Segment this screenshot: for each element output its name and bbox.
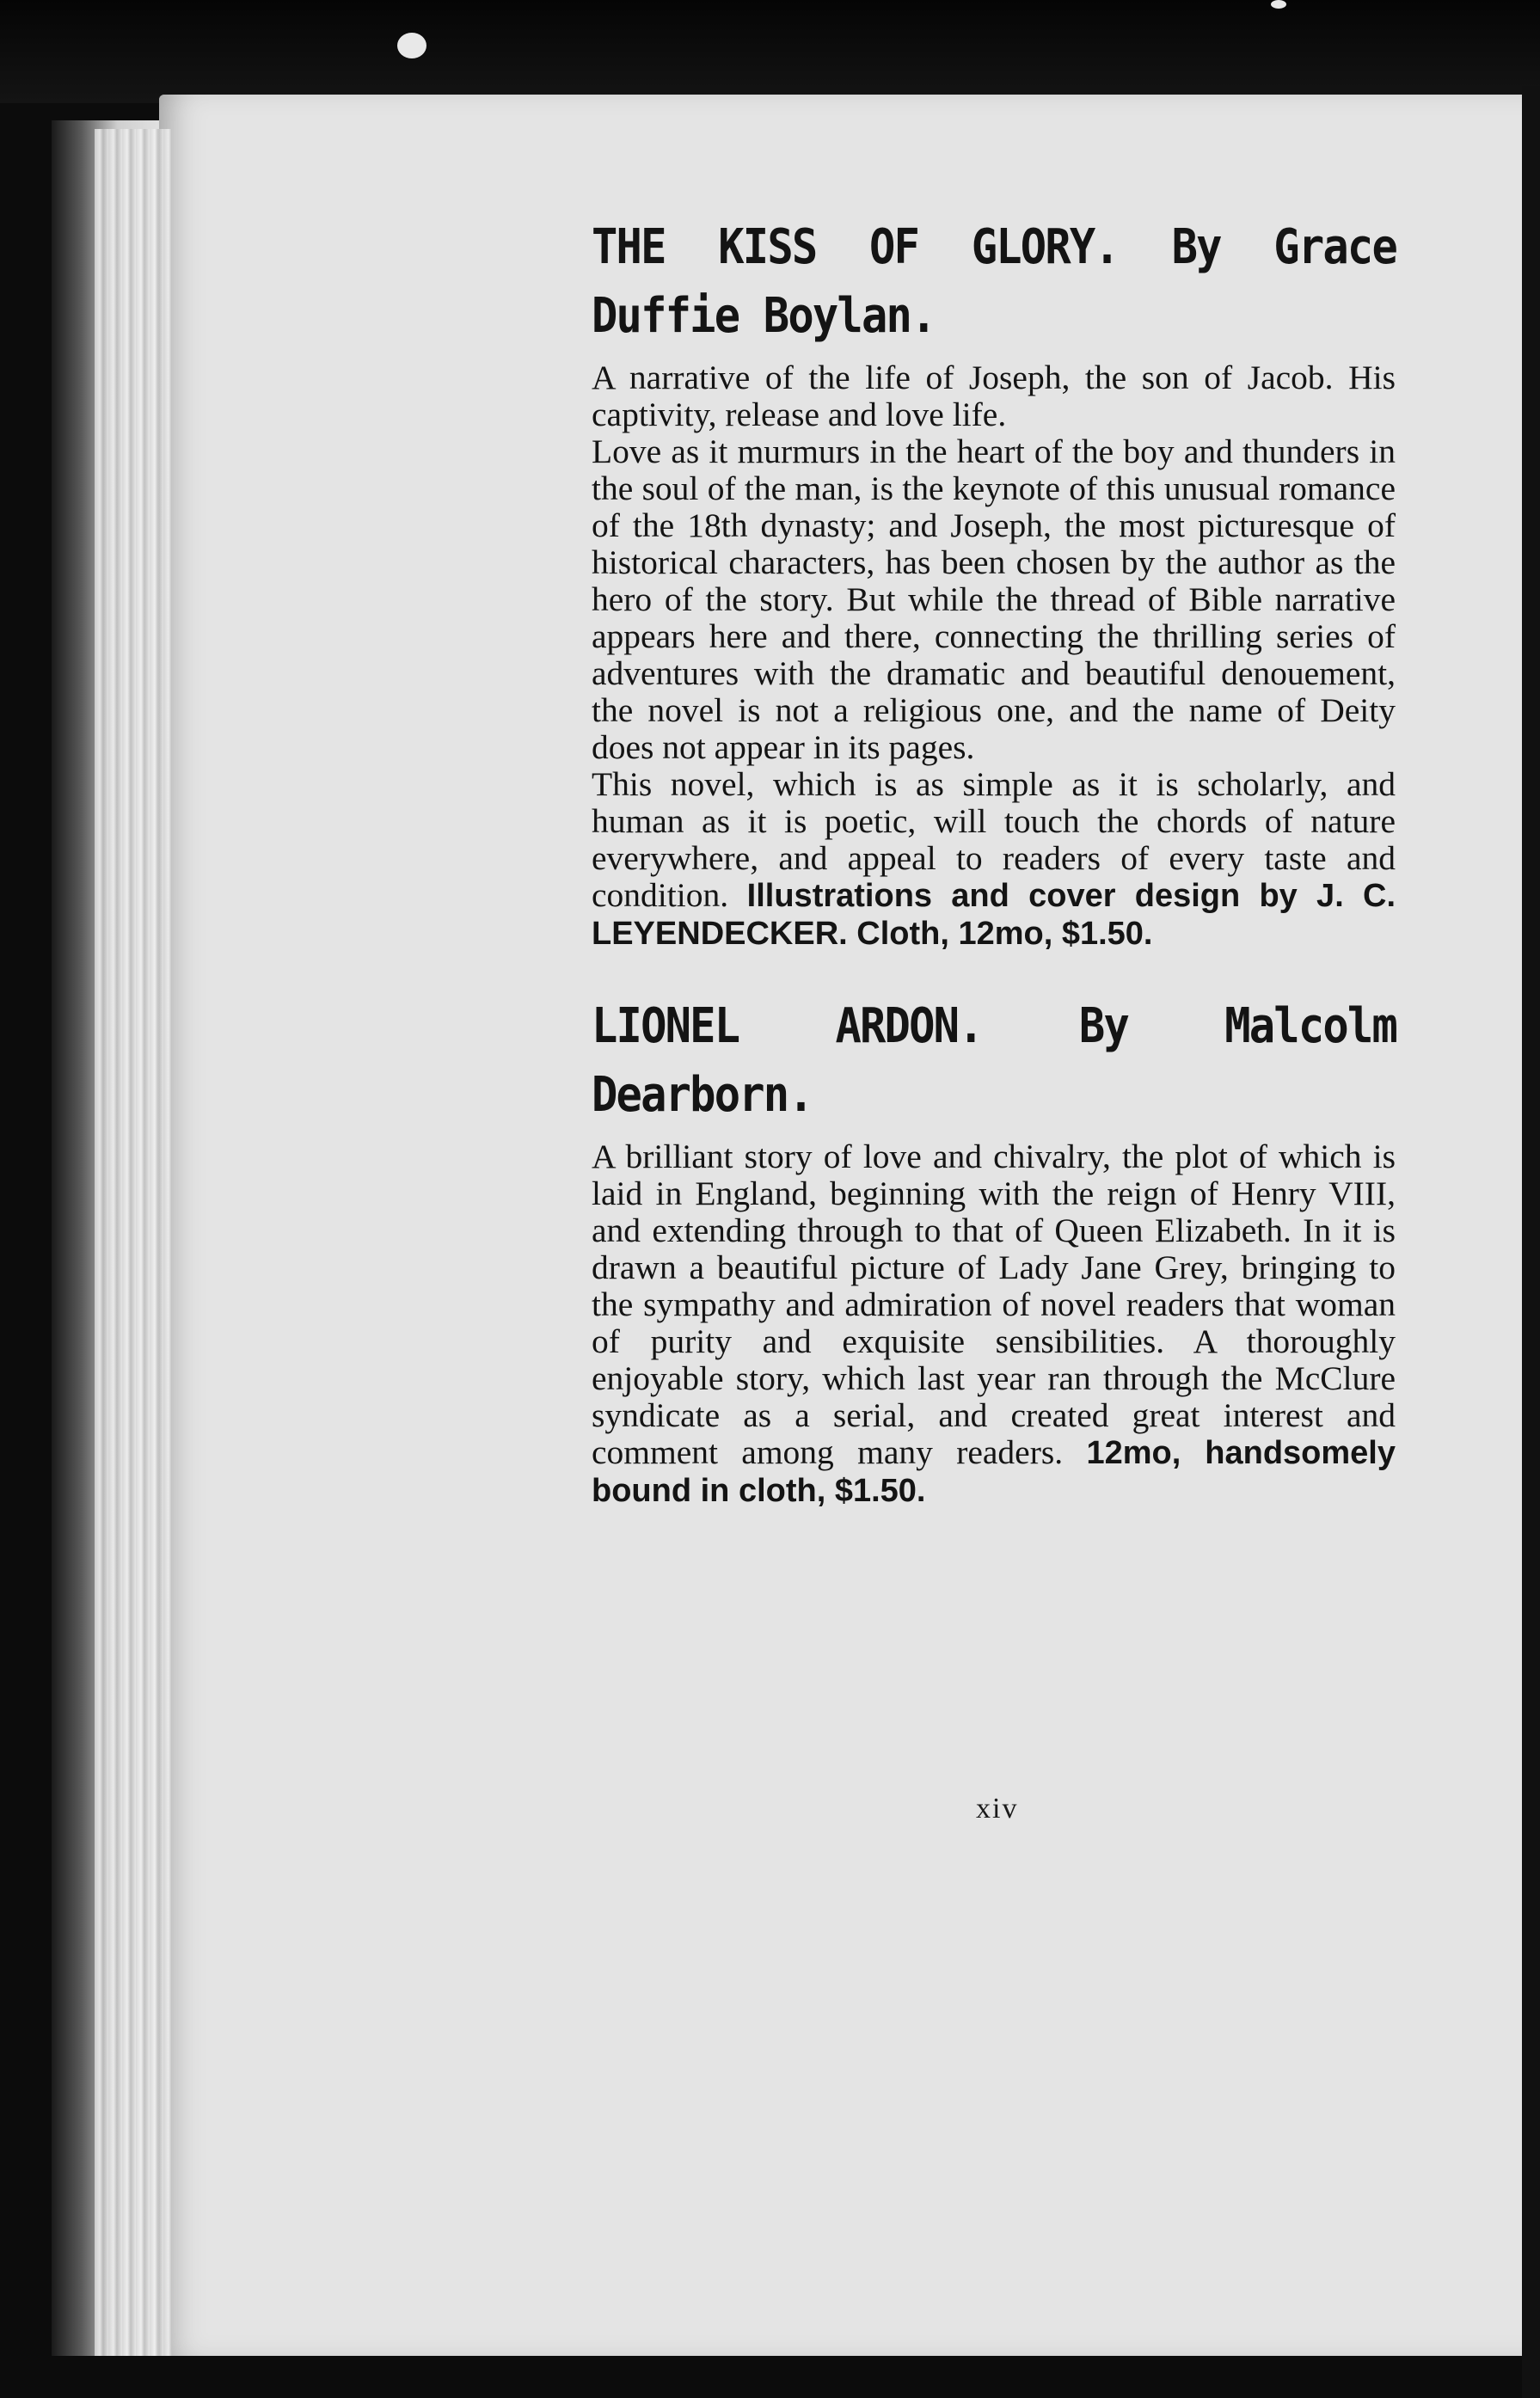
entry-description	[592, 359, 1396, 953]
entry-paragraph-text: A brilliant story of love and chivalry, the plot of which is laid in England, beginning with the reign of Henry VIII, and extending through to that of Queen Elizabeth. In it is drawn a beautiful picture of Lady Jane Grey, bringing to the sympathy and admiration of novel readers that woman of purity and exquisite sensibilities. A thoroughly enjoyable story, which last year ran through the McClure syndicate as a serial, and created great interest and comment among many readers.	[592, 1138, 1396, 1471]
entry-paragraph	[592, 1138, 1396, 1510]
entry-kiss-of-glory	[592, 213, 1396, 953]
scan-top-margin	[0, 0, 1540, 103]
scan-dust-speck	[1271, 0, 1286, 9]
page-text-block	[592, 213, 1396, 1510]
entry-paragraph	[592, 766, 1396, 953]
entry-paragraph: Love as it murmurs in the heart of the boy and thunders in the soul of the man, is the keynote of this unusual romance of the 18th dynasty; and Joseph, the most picturesque of historical characters, has been chosen by the author as the hero of the story. But while the thread of Bible narrative appears here and there, connecting the thrilling series of adventures with the dramatic and beautiful denouement, the novel is not a religious one, and the name of Deity does not appear in its pages.	[592, 432, 1396, 766]
page-number: xiv	[976, 1793, 1019, 1825]
entry-price-info: 12mo, handsomely bound in cloth, $1.50.	[592, 1435, 1396, 1509]
entry-lionel-ardon	[592, 992, 1396, 1510]
entry-heading: THE KISS OF GLORY. By Grace Duffie Boylan.	[592, 219, 1396, 344]
scan-dust-speck	[397, 33, 426, 58]
entry-heading: LIONEL ARDON. By Malcolm Dearborn.	[592, 998, 1396, 1123]
scan-right-margin	[1522, 86, 1540, 2398]
entry-paragraph: A narrative of the life of Joseph, the son of Jacob. His captivity, release and love life.	[592, 359, 1396, 433]
page-gutter-edge	[95, 129, 172, 2356]
entry-price-info: Illustrations and cover design by J. C. LEYENDECKER. Cloth, 12mo, $1.50.	[592, 878, 1396, 952]
entry-description	[592, 1138, 1396, 1510]
entry-paragraph-text: This novel, which is as simple as it is scholarly, and human as it is poetic, will touch the chords of nature everywhere, and appeal to readers of every taste and condition.	[592, 765, 1396, 914]
